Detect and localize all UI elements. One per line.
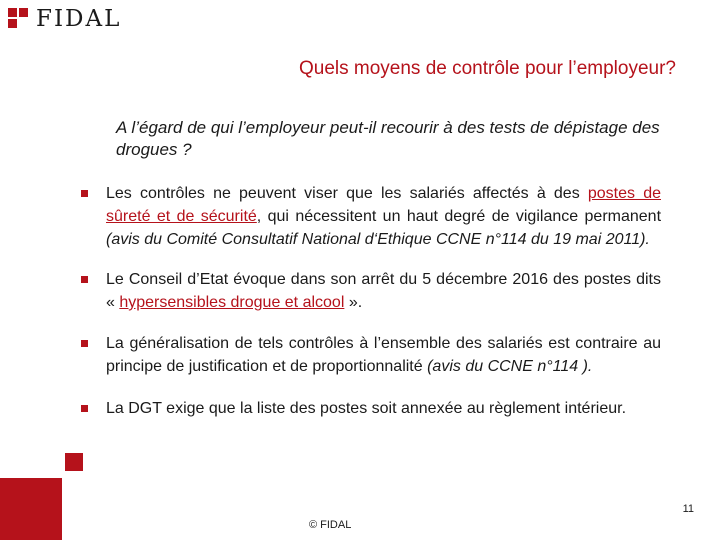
logo-square (8, 19, 17, 28)
citation-text: (avis du CCNE n°114 ). (427, 358, 593, 375)
bullet-item (81, 397, 661, 420)
decorative-square (65, 453, 83, 471)
logo-square (19, 8, 28, 17)
logo-wordmark: FIDAL (36, 6, 122, 32)
logo-square (8, 8, 17, 17)
highlighted-text: hypersensibles drogue et alcool (119, 294, 345, 311)
bullet-item (81, 332, 661, 378)
bullet-marker-icon (81, 340, 88, 347)
page-number: 11 (682, 503, 694, 515)
decorative-bar (0, 478, 62, 540)
bullet-text: Le Conseil d’Etat évoque dans son arrêt du 5 décembre 2016 des postes dits « (106, 271, 661, 311)
bullet-text: ». (344, 294, 363, 311)
slide-title: Quels moyens de contrôle pour l’employeur? (298, 58, 676, 79)
citation-text: (avis du Comité Consultatif National d‘Ethique CCNE n°114 du 19 mai 2011). (106, 231, 650, 248)
bullet-marker-icon (81, 276, 88, 283)
bullet-item (81, 182, 661, 251)
highlighted-text: postes de sûreté et de sécurité (106, 185, 661, 225)
bullet-item (81, 268, 661, 314)
bullet-marker-icon (81, 190, 88, 197)
footer-copyright: © FIDAL (309, 519, 352, 531)
bullet-text: , qui nécessitent un haut degré de vigilance permanent (256, 208, 662, 225)
bullet-text: La généralisation de tels contrôles à l’ensemble des salariés est contraire au principe de justification et de proportionnalité (106, 335, 661, 375)
bullet-text: Les contrôles ne peuvent viser que les salariés affectés à des (106, 185, 588, 202)
bullet-list (81, 182, 661, 420)
bullet-marker-icon (81, 405, 88, 412)
slide-subtitle: A l’égard de qui l’employeur peut-il recourir à des tests de dépistage des drogues ? (116, 118, 660, 159)
bullet-text: La DGT exige que la liste des postes soit annexée au règlement intérieur. (106, 400, 627, 417)
